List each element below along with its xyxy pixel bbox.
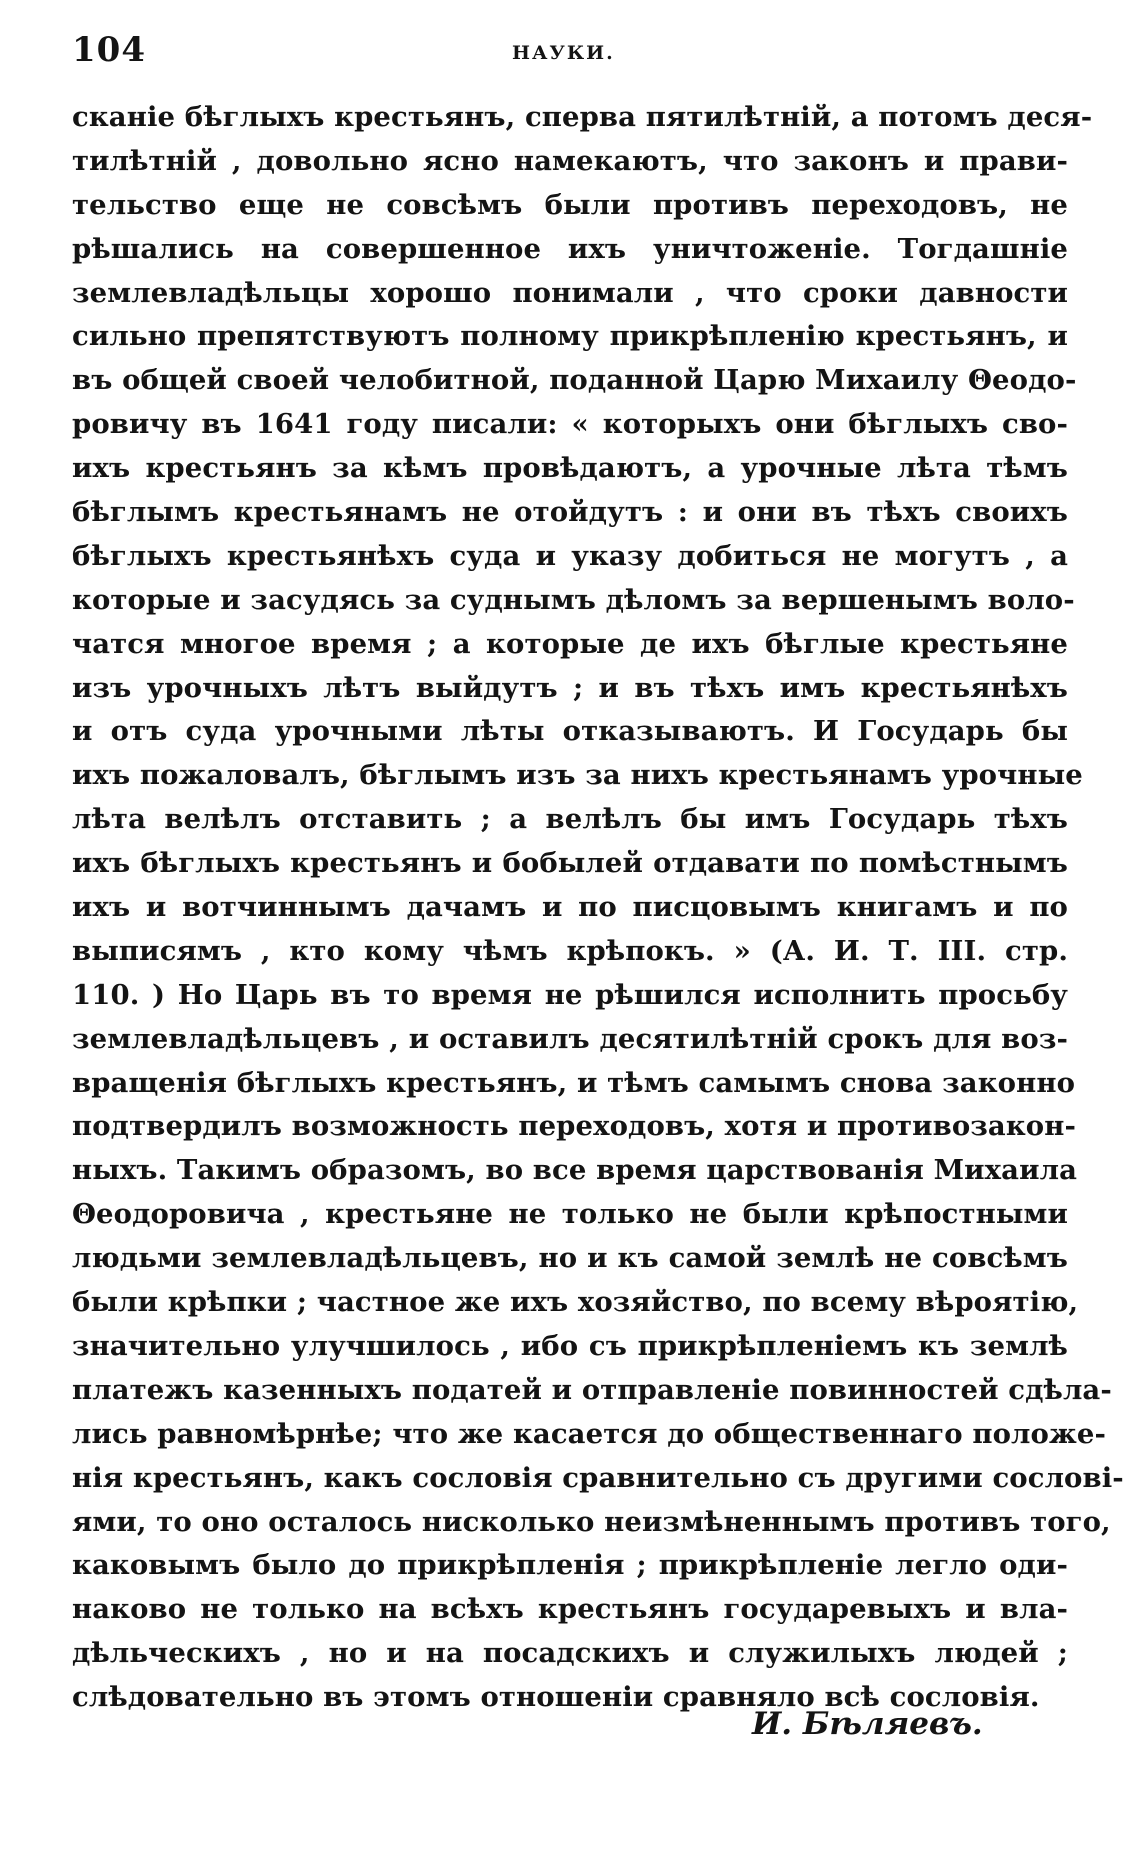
text-line: сильно препятствуютъ полному прикрѣпленію крестьянъ, и xyxy=(72,320,1068,353)
text-line: тилѣтній , довольно ясно намекаютъ, что законъ и прави- xyxy=(72,144,1068,177)
text-line: землевладѣльцевъ , и оставилъ десятилѣтній срокъ для воз- xyxy=(72,1022,1068,1055)
text-line: ихъ бѣглыхъ крестьянъ и бобылей отдавати по помѣстнымъ xyxy=(72,847,1068,880)
text-line: слѣдовательно въ этомъ отношеніи сравняло всѣ сословія. xyxy=(72,1681,1040,1714)
text-line: значительно улучшилось , ибо съ прикрѣпленіемъ къ землѣ xyxy=(72,1329,1068,1362)
page-number: 104 xyxy=(72,30,146,70)
text-line: были крѣпки ; частное же ихъ хозяйство, по всему вѣроятію, xyxy=(72,1286,1079,1319)
text-line: рѣшались на совершенное ихъ уничтоженіе. Тогдашніе xyxy=(72,232,1068,265)
text-line: ихъ и вотчиннымъ дачамъ и по писцовымъ книгамъ и по xyxy=(72,891,1068,924)
text-line: вращенія бѣглыхъ крестьянъ, и тѣмъ самымъ снова законно xyxy=(72,1066,1076,1099)
text-line: выписямъ , кто кому чѣмъ крѣпокъ. » (А. И. Т. III. стр. xyxy=(72,934,1068,967)
text-line: въ общей своей челобитной, поданной Царю Михаилу Θеодо- xyxy=(72,364,1077,397)
text-line: платежъ казенныхъ податей и отправленіе повинностей сдѣла- xyxy=(72,1373,1112,1406)
text-line: сканіе бѣглыхъ крестьянъ, сперва пятилѣтній, а потомъ деся- xyxy=(72,101,1093,133)
text-line: подтвердилъ возможность переходовъ, хотя и противозакон- xyxy=(72,1110,1076,1143)
author-signature: И. Бѣляевъ. xyxy=(752,1706,983,1742)
text-line: тельство еще не совсѣмъ были противъ переходовъ, не xyxy=(72,188,1068,221)
text-line: нія крестьянъ, какъ сословія сравнительно съ другими сослові- xyxy=(72,1461,1124,1494)
text-line: ихъ крестьянъ за кѣмъ провѣдаютъ, а урочные лѣта тѣмъ xyxy=(72,452,1068,485)
text-line: наково не только на всѣхъ крестьянъ государевыхъ и вла- xyxy=(72,1593,1068,1626)
page-header xyxy=(72,30,1068,80)
text-line: чатся многое время ; а которые де ихъ бѣглые крестьяне xyxy=(72,627,1068,660)
text-line: лѣта велѣлъ отставить ; а велѣлъ бы имъ Государь тѣхъ xyxy=(72,803,1068,836)
text-line: людьми землевладѣльцевъ, но и къ самой землѣ не совсѣмъ xyxy=(72,1242,1068,1275)
text-line: лись равномѣрнѣе; что же касается до общественнаго положе- xyxy=(72,1417,1106,1450)
text-line: ихъ пожаловалъ, бѣглымъ изъ за нихъ крестьянамъ урочные xyxy=(72,759,1083,792)
text-line: каковымъ было до прикрѣпленія ; прикрѣпленіе легло оди- xyxy=(72,1549,1068,1582)
text-line: землевладѣльцы хорошо понимали , что сроки давности xyxy=(72,276,1068,309)
text-line: 110. ) Но Царь въ то время не рѣшился исполнить просьбу xyxy=(72,978,1068,1011)
text-line: Θеодоровича , крестьяне не только не были крѣпостными xyxy=(72,1198,1068,1231)
text-line: и отъ суда урочными лѣты отказываютъ. И Государь бы xyxy=(72,715,1068,748)
text-line: ровичу въ 1641 году писали: « которыхъ они бѣглыхъ сво- xyxy=(72,408,1068,441)
text-line: ныхъ. Такимъ образомъ, во все время царствованія Михаила xyxy=(72,1154,1077,1187)
text-line: ями, то оно осталось нисколько неизмѣненнымъ противъ того, xyxy=(72,1505,1111,1538)
text-line: дѣльческихъ , но и на посадскихъ и служилыхъ людей ; xyxy=(72,1637,1068,1670)
text-line: бѣглымъ крестьянамъ не отойдутъ : и они въ тѣхъ своихъ xyxy=(72,496,1068,529)
text-line: изъ урочныхъ лѣтъ выйдутъ ; и въ тѣхъ имъ крестьянѣхъ xyxy=(72,671,1068,704)
body-text xyxy=(72,96,1124,1720)
text-line: которые и засудясь за суднымъ дѣломъ за вершенымъ воло- xyxy=(72,583,1075,616)
running-head: НАУКИ. xyxy=(512,42,615,64)
text-line: бѣглыхъ крестьянѣхъ суда и указу добиться не могутъ , а xyxy=(72,539,1068,572)
